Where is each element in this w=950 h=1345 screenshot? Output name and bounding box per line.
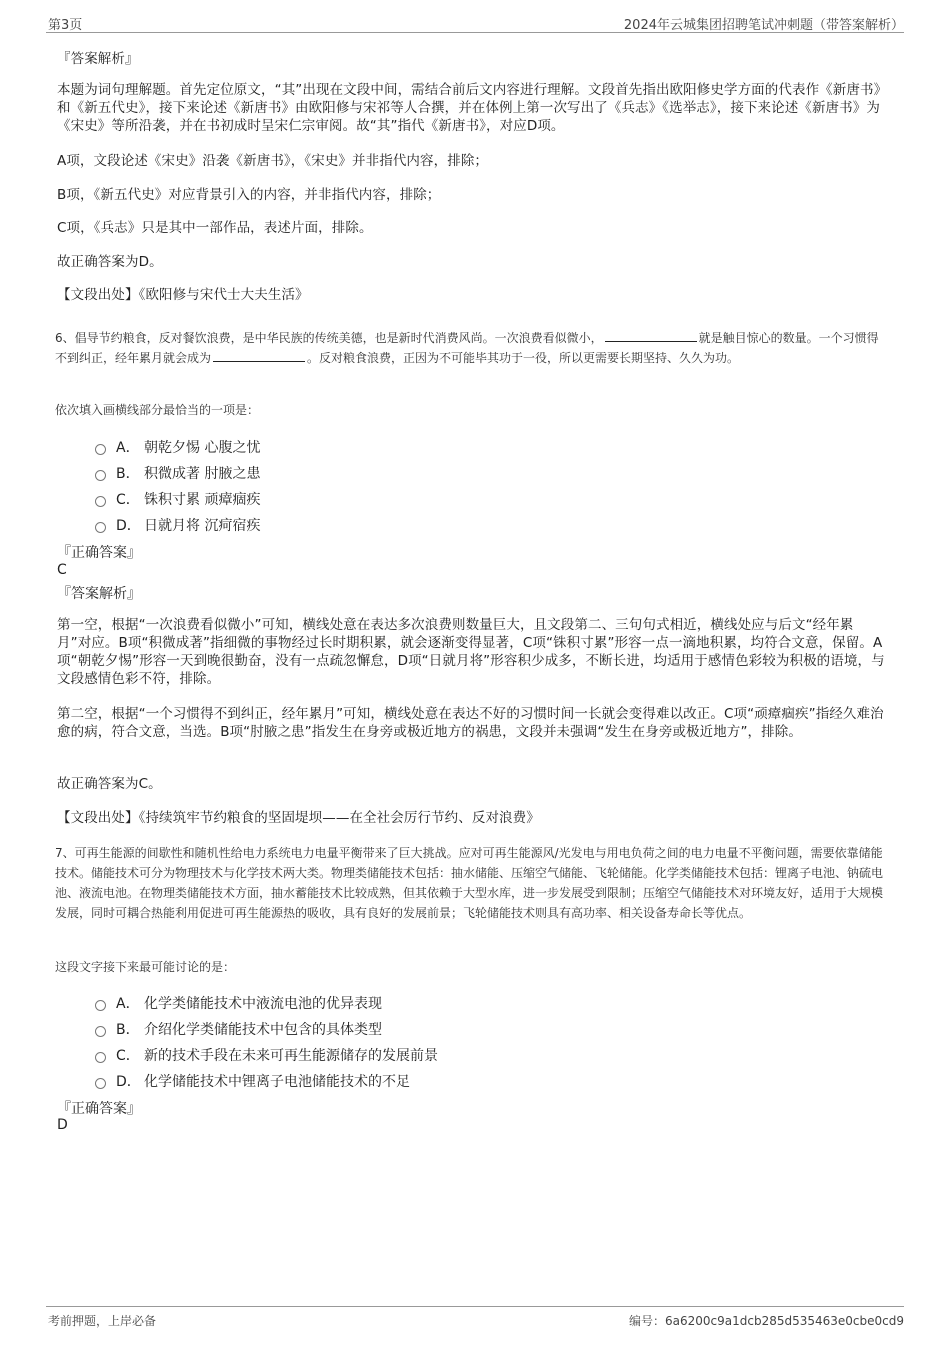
radio-button[interactable] bbox=[95, 1026, 106, 1037]
option-letter: A． bbox=[116, 996, 140, 1012]
question-7-options bbox=[95, 990, 438, 1094]
option-d[interactable] bbox=[95, 512, 260, 538]
source-citation: 【文段出处】《欧阳修与宋代士大夫生活》 bbox=[57, 287, 309, 303]
analysis-paragraph-2: 第二空，根据“一个习惯得不到纠正，经年累月”可知，横线处意在表达不好的习惯时间一长就会变得难以改正。C项“顽瘴痼疾”指经久难治愈的病，符合文意，当选。B项“肘腋之患”指发生在身旁或极近地方的祸患，文段并未强调“发生在身旁或极近地方”，排除。 bbox=[57, 706, 884, 740]
option-text: 朝乾夕惕 心腹之忧 bbox=[144, 440, 261, 456]
option-d[interactable] bbox=[95, 1068, 438, 1094]
radio-button[interactable] bbox=[95, 522, 106, 533]
blank-2 bbox=[213, 349, 305, 362]
option-letter: B． bbox=[116, 466, 140, 482]
question-7-prompt: 这段文字接下来最可能讨论的是： bbox=[55, 960, 236, 974]
option-text: 化学类储能技术中液流电池的优异表现 bbox=[144, 996, 382, 1012]
source-citation: 【文段出处】《持续筑牢节约粮食的坚固堤坝——在全社会厉行节约、反对浪费》 bbox=[57, 810, 540, 826]
footer-slogan: 考前押题，上岸必备 bbox=[48, 1314, 157, 1328]
option-letter: D． bbox=[116, 1074, 141, 1090]
question-6-stem-part-3: 。反对粮食浪费，正因为不可能毕其功于一役，所以更需要长期坚持、久久为功。 bbox=[307, 351, 740, 365]
document-title: 2024年云城集团招聘笔试冲刺题（带答案解析） bbox=[623, 18, 904, 33]
option-text: 化学储能技术中锂离子电池储能技术的不足 bbox=[144, 1074, 410, 1090]
option-c[interactable] bbox=[95, 486, 260, 512]
option-text: 新的技术手段在未来可再生能源储存的发展前景 bbox=[144, 1048, 438, 1064]
option-text: 积微成著 肘腋之患 bbox=[144, 466, 261, 482]
radio-button[interactable] bbox=[95, 1000, 106, 1011]
option-c[interactable] bbox=[95, 1042, 438, 1068]
analysis-paragraph-1: 第一空，根据“一次浪费看似微小”可知，横线处意在表达多次浪费则数量巨大，且文段第二、三句句式相近，横线处应与后文“经年累月”对应。B项“积微成著”指细微的事物经过长时期积累，就会逐渐变得显著，C项“铢积寸累”形容一点一滴地积累，均符合文意，保留。A项“朝乾夕惕”形容一天到晚很勤奋，没有一点疏忽懈怠，D项“日就月将”形容积少成多，不断长进，均适用于感情色彩较为积极的语境，与文段感情色彩不符，排除。 bbox=[57, 617, 885, 687]
question-6-stem-part-1: 6、倡导节约粮食，反对餐饮浪费，是中华民族的传统美德，也是新时代消费风尚。一次浪费看似微小， bbox=[55, 331, 603, 345]
option-letter: A． bbox=[116, 440, 140, 456]
option-a[interactable] bbox=[95, 990, 438, 1016]
conclusion: 故正确答案为D。 bbox=[57, 254, 163, 270]
analysis-paragraph: 本题为词句理解题。首先定位原文，“其”出现在文段中间，需结合前后文内容进行理解。文段首先指出欧阳修史学方面的代表作《新唐书》和《新五代史》，接下来论述《新唐书》由欧阳修与宋祁等人合撰，并在体例上第一次写出了《兵志》《选举志》，接下来论述《新唐书》为《宋史》等所沿袭，并在书初成时呈宋仁宗审阅。故“其”指代《新唐书》，对应D项。 bbox=[57, 82, 881, 134]
option-text: 日就月将 沉疴宿疾 bbox=[144, 518, 261, 534]
correct-answer: C bbox=[57, 562, 67, 578]
footer-serial-number: 编号：6a6200c9a1dcb285d535463e0cbe0cd9 bbox=[628, 1314, 904, 1328]
analysis-option-a: A项，文段论述《宋史》沿袭《新唐书》，《宋史》并非指代内容，排除； bbox=[57, 153, 489, 169]
option-letter: D． bbox=[116, 518, 141, 534]
option-letter: B． bbox=[116, 1022, 140, 1038]
option-b[interactable] bbox=[95, 1016, 438, 1042]
analysis-option-b: B项，《新五代史》对应背景引入的内容，并非指代内容，排除； bbox=[57, 187, 441, 203]
correct-answer-label: 『正确答案』 bbox=[57, 1101, 141, 1117]
radio-button[interactable] bbox=[95, 496, 106, 507]
question-6-stem-part-2: 就是触目惊心的数量。一个习惯得不到纠正，经年累月就会成为 bbox=[55, 331, 879, 365]
radio-button[interactable] bbox=[95, 1052, 106, 1063]
question-6-options bbox=[95, 434, 260, 538]
correct-answer: D bbox=[57, 1117, 68, 1133]
option-letter: C． bbox=[116, 492, 140, 508]
blank-1 bbox=[605, 329, 697, 342]
radio-button[interactable] bbox=[95, 444, 106, 455]
option-text: 铢积寸累 顽瘴痼疾 bbox=[144, 492, 261, 508]
option-a[interactable] bbox=[95, 434, 260, 460]
analysis-option-c: C项，《兵志》只是其中一部作品，表述片面，排除。 bbox=[57, 220, 373, 236]
question-6-prompt: 依次填入画横线部分最恰当的一项是： bbox=[55, 403, 260, 417]
footer-divider bbox=[46, 1306, 904, 1307]
correct-answer-label: 『正确答案』 bbox=[57, 545, 141, 561]
analysis-label: 『答案解析』 bbox=[57, 51, 139, 67]
question-7-stem: 7、可再生能源的间歇性和随机性给电力系统电力电量平衡带来了巨大挑战。应对可再生能源风/光发电与用电负荷之间的电力电量不平衡问题，需要依靠储能技术。储能技术可分为物理技术与化学技术两大类。物理类储能技术包括：抽水储能、压缩空气储能、飞轮储能。化学类储能技术包括：锂离子电池、钠硫电池、液流电池。在物理类储能技术方面，抽水蓄能技术比较成熟，但其依赖于大型水库，进一步发展受到限制；压缩空气储能技术对环境友好，适用于大规模发展，同时可耦合热能利用促进可再生能源热的吸收，具有良好的发展前景；飞轮储能技术则具有高功率、相关设备寿命长等优点。 bbox=[55, 846, 884, 920]
page-number: 第3页 bbox=[48, 18, 83, 33]
header-divider bbox=[46, 32, 904, 33]
radio-button[interactable] bbox=[95, 470, 106, 481]
analysis-label: 『答案解析』 bbox=[57, 586, 141, 602]
question-6-stem bbox=[55, 328, 885, 368]
option-letter: C． bbox=[116, 1048, 140, 1064]
conclusion: 故正确答案为C。 bbox=[57, 776, 162, 792]
radio-button[interactable] bbox=[95, 1078, 106, 1089]
option-text: 介绍化学类储能技术中包含的具体类型 bbox=[144, 1022, 382, 1038]
option-b[interactable] bbox=[95, 460, 260, 486]
